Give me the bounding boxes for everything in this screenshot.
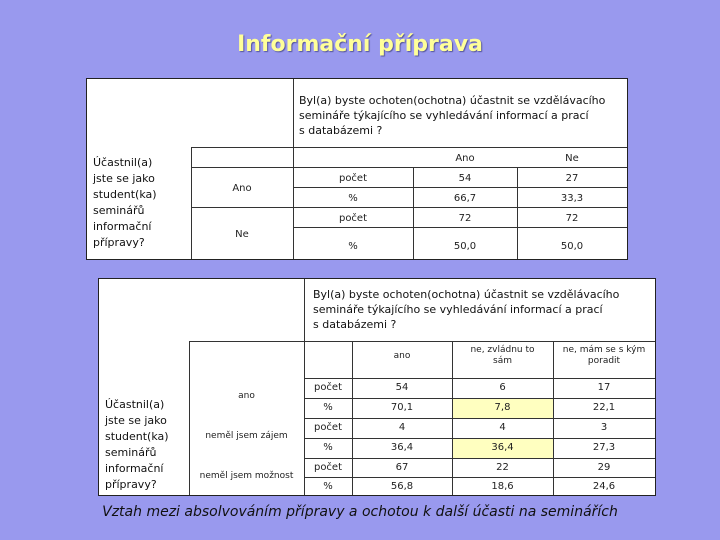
cell-value: 72 (458, 213, 472, 224)
grid-line (304, 458, 655, 459)
row-question-line: student(ka) (105, 430, 169, 443)
col-header-line: ne, mám se s kým (562, 345, 646, 355)
cell-value: 6 (499, 382, 506, 393)
question-line: Byl(a) byste ochoten(ochotna) účastnit se vzdělávacího (299, 94, 606, 107)
stat-label: % (348, 193, 358, 204)
grid-line (304, 418, 655, 419)
col-header-line: poradit (587, 356, 621, 366)
col-header-ano (352, 351, 452, 362)
row-question-line: přípravy? (105, 478, 157, 491)
grid-line (191, 207, 627, 208)
cell-value: 24,6 (592, 481, 616, 492)
grid-line (293, 79, 294, 259)
row-question-line: přípravy? (93, 236, 145, 249)
question-line: s databázemi ? (299, 124, 383, 137)
col-header-ne-sam (452, 345, 553, 367)
col-header-ne-poradit (553, 345, 655, 367)
group-label-ano: Ano (232, 183, 252, 194)
group-label-nemel-moznost: neměl jsem možnost (199, 471, 294, 481)
cell-value: 54 (395, 382, 409, 393)
row-question (105, 397, 197, 493)
cell-value: 22 (496, 462, 509, 473)
cell-value: 36,4 (390, 442, 414, 453)
cell-value: 33,3 (560, 193, 584, 204)
cell-value: 67 (395, 462, 409, 473)
cell-value: 66,7 (453, 193, 477, 204)
grid-line (293, 187, 627, 188)
group-label-ano: ano (238, 391, 255, 401)
stat-label: % (323, 402, 333, 413)
grid-line (189, 341, 655, 342)
cell-value: 4 (398, 422, 406, 433)
grid-line (304, 477, 655, 478)
cell-value: 3 (600, 422, 608, 433)
grid-line (191, 167, 627, 168)
cell-value: 27,3 (592, 442, 616, 453)
grid-line (293, 227, 627, 228)
stat-label: počet (313, 462, 343, 473)
row-question-line: Účastnil(a) (93, 156, 153, 169)
col-header-line: ano (393, 351, 411, 361)
stat-label: počet (338, 213, 368, 224)
cell-value: 27 (565, 173, 579, 184)
cell-value: 29 (597, 462, 611, 473)
cell-value: 70,1 (390, 402, 414, 413)
row-question-line: informační (93, 220, 152, 233)
row-question-line: Účastnil(a) (105, 398, 165, 411)
column-question (299, 93, 619, 138)
row-question-line: seminářů (93, 204, 145, 217)
column-question (313, 287, 653, 332)
cell-value: 18,6 (491, 481, 514, 492)
col-header-ne: Ne (565, 153, 579, 164)
col-header-line: sám (493, 356, 512, 366)
row-question-line: jste se jako (93, 172, 155, 185)
row-question-line: seminářů (105, 446, 157, 459)
grid-line (304, 438, 655, 439)
stat-label: počet (313, 422, 343, 433)
stat-label: % (323, 442, 333, 453)
stat-label: % (348, 241, 358, 252)
question-line: s databázemi ? (313, 318, 397, 331)
grid-line (304, 378, 655, 379)
row-question (93, 155, 193, 251)
caption: Vztah mezi absolvováním přípravy a ochotou k další účasti na seminářích (102, 504, 618, 520)
cell-value: 54 (458, 173, 472, 184)
cell-value: 72 (565, 213, 579, 224)
stat-label: počet (313, 382, 343, 393)
cell-value: 36,4 (491, 442, 514, 453)
grid-line (191, 147, 627, 148)
cell-value: 7,8 (494, 402, 511, 413)
cell-value: 17 (597, 382, 611, 393)
row-question-line: informační (105, 462, 164, 475)
row-question-line: student(ka) (93, 188, 157, 201)
question-line: Byl(a) byste ochoten(ochotna) účastnit se vzdělávacího (313, 288, 620, 301)
crosstab-table-1 (86, 78, 628, 260)
cell-value: 50,0 (560, 241, 584, 252)
cell-value: 50,0 (453, 241, 477, 252)
row-question-line: jste se jako (105, 414, 167, 427)
group-label-ne: Ne (235, 229, 249, 240)
col-header-ano: Ano (455, 153, 475, 164)
stat-label: % (323, 481, 333, 492)
grid-line (191, 147, 192, 259)
cell-value: 56,8 (390, 481, 414, 492)
page-title: Informační příprava (237, 32, 483, 57)
stat-label: počet (338, 173, 368, 184)
question-line: semináře týkajícího se vyhledávání informací a prací (313, 303, 603, 316)
crosstab-table-2 (98, 278, 656, 496)
cell-value: 4 (499, 422, 506, 433)
cell-value: 22,1 (592, 402, 616, 413)
group-label-nemel-zajem: neměl jsem zájem (205, 431, 288, 441)
question-line: semináře týkajícího se vyhledávání informací a prací (299, 109, 589, 122)
grid-line (304, 398, 655, 399)
col-header-line: ne, zvládnu to (470, 345, 535, 355)
